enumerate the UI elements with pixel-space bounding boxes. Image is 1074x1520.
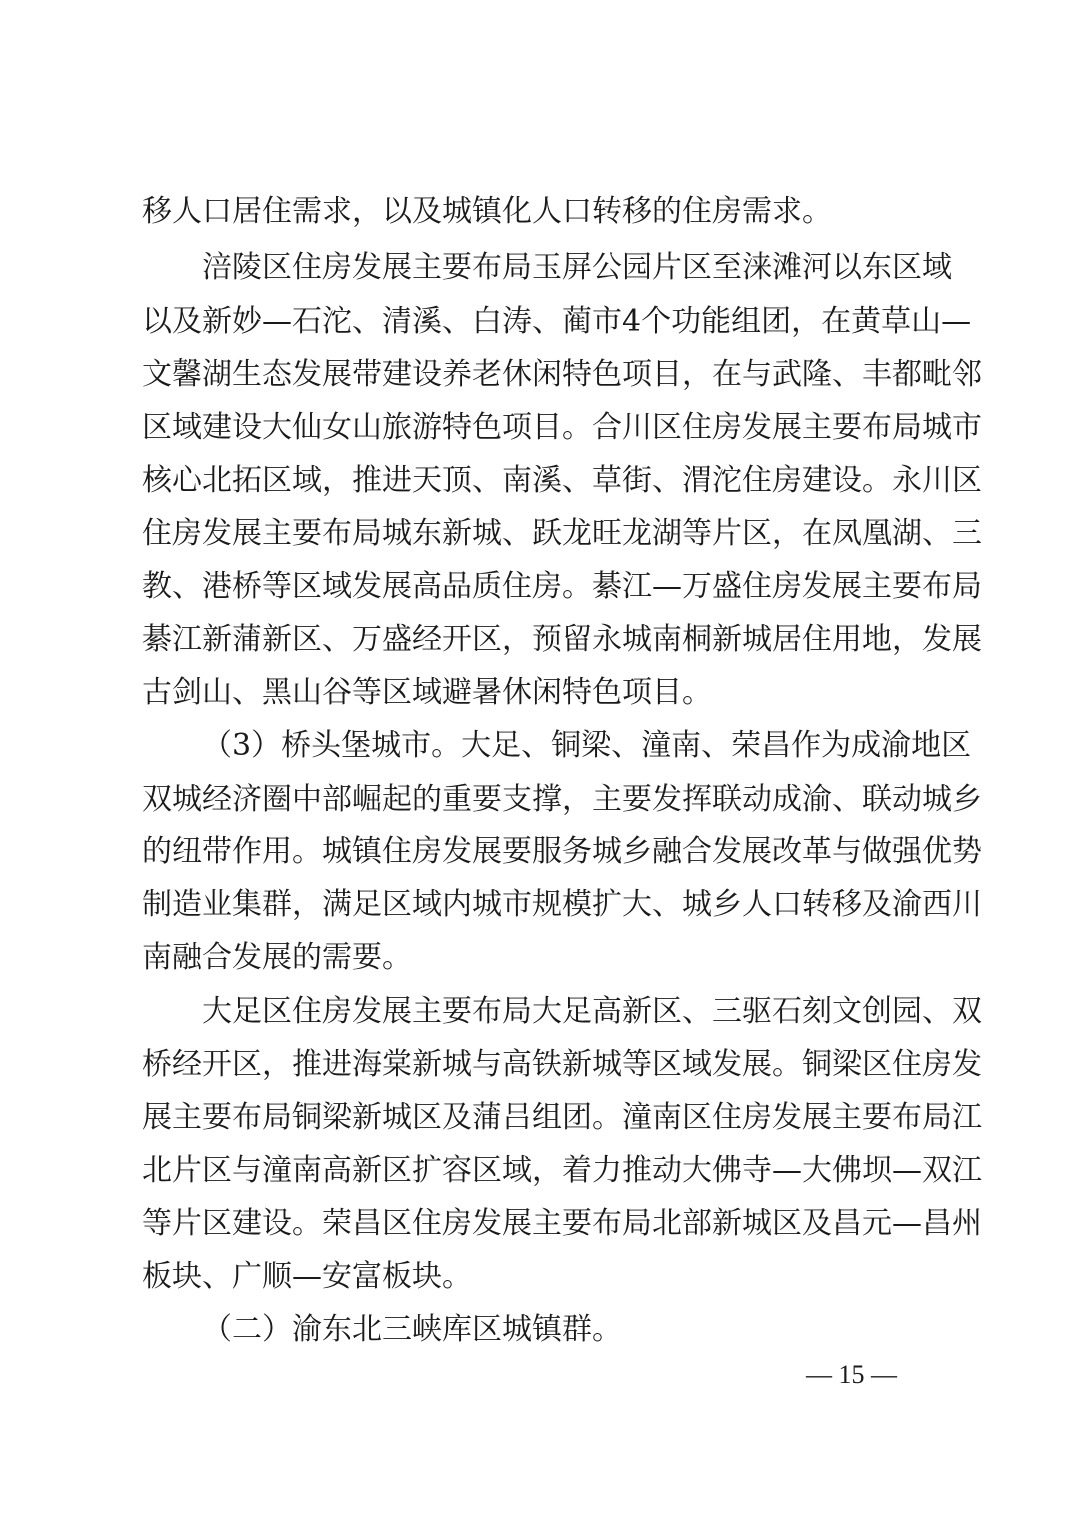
- text-line: 住房发展主要布局城东新城、跃龙旺龙湖等片区，在凤凰湖、三: [142, 516, 982, 551]
- text-line: 涪陵区住房发展主要布局玉屏公园片区至涞滩河以东区域: [202, 250, 952, 285]
- text-line: 桥经开区，推进海棠新城与高铁新城等区域发展。铜梁区住房发: [142, 1047, 982, 1082]
- text-line: 古剑山、黑山谷等区域避暑休闲特色项目。: [142, 675, 712, 710]
- text-line: 教、港桥等区域发展高品质住房。綦江—万盛住房发展主要布局: [142, 569, 982, 604]
- text-line: 制造业集群，满足区域内城市规模扩大、城乡人口转移及渝西川: [142, 887, 982, 922]
- text-line: 大足区住房发展主要布局大足高新区、三驱石刻文创园、双: [202, 994, 982, 1029]
- text-line: 南融合发展的需要。: [142, 940, 412, 975]
- section-heading: （二）渝东北三峡库区城镇群。: [202, 1312, 622, 1347]
- text-line: 展主要布局铜梁新城区及蒲吕组团。潼南区住房发展主要布局江: [142, 1100, 982, 1135]
- text-line: 綦江新蒲新区、万盛经开区，预留永城南桐新城居住用地，发展: [142, 622, 982, 657]
- text-line: 以及新妙—石沱、清溪、白涛、蔺市4个功能组团，在黄草山—: [142, 304, 972, 339]
- page-number: — 15 —: [806, 1360, 897, 1389]
- text-line: （3）桥头堡城市。大足、铜梁、潼南、荣昌作为成渝地区: [202, 728, 972, 763]
- text-line: 核心北拓区域，推进天顶、南溪、草街、渭沱住房建设。永川区: [142, 463, 982, 498]
- text-line: 区域建设大仙女山旅游特色项目。合川区住房发展主要布局城市: [142, 410, 982, 445]
- text-line: 北片区与潼南高新区扩容区域，着力推动大佛寺—大佛坝—双江: [142, 1153, 982, 1188]
- text-line: 等片区建设。荣昌区住房发展主要布局北部新城区及昌元—昌州: [142, 1206, 982, 1241]
- text-line: 双城经济圈中部崛起的重要支撑，主要发挥联动成渝、联动城乡: [142, 782, 982, 817]
- text-line: 文馨湖生态发展带建设养老休闲特色项目，在与武隆、丰都毗邻: [142, 357, 982, 392]
- text-line: 移人口居住需求，以及城镇化人口转移的住房需求。: [142, 194, 832, 229]
- text-line: 的纽带作用。城镇住房发展要服务城乡融合发展改革与做强优势: [142, 834, 982, 869]
- text-line: 板块、广顺—安富板块。: [142, 1259, 472, 1294]
